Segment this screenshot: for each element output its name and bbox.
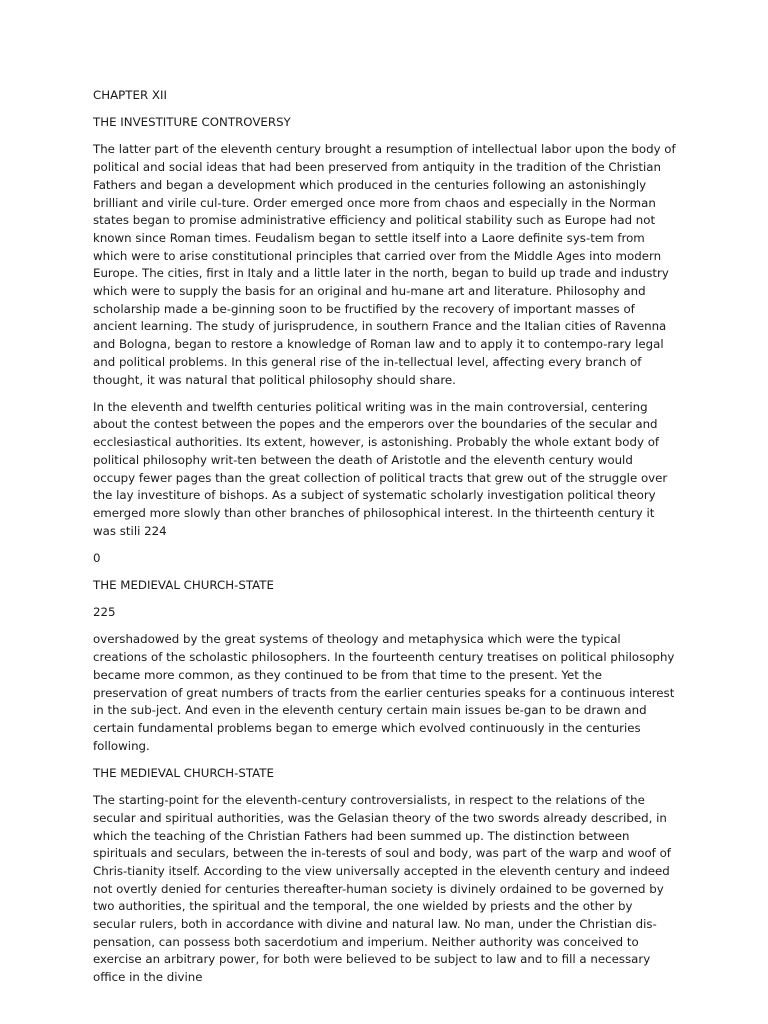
stray-page-marker: 0: [93, 550, 101, 565]
chapter-number: CHAPTER XII: [93, 88, 167, 102]
paragraph-3: overshadowed by the great systems of theology and metaphysica which were the typical creations of the scholastic philosophers. In the fourteenth century treatises on political philosophy became more common, as they continued to be from that time to the present. Yet the preservation of great numbers of tracts from the earlier centuries speaks for a continuous interest in the sub-ject. And even in the eleventh century certain main issues be-gan to be drawn and certain fundamental problems began to emerge which evolved continuously in the centuries following.: [93, 632, 675, 753]
document-page: [93, 87, 677, 996]
chapter-title: THE INVESTITURE CONTROVERSY: [93, 115, 291, 130]
section-heading: THE MEDIEVAL CHURCH-STATE: [93, 765, 274, 780]
paragraph-4: The starting-point for the eleventh-century controversialists, in respect to the relations of the secular and spiritual authorities, was the Gelasian theory of the two swords already described, in which the teaching of the Christian Fathers had been summed up. The distinction between spirituals and seculars, between the in-terests of soul and body, was part of the warp and woof of Chris-tianity itself. According to the view universally accepted in the eleventh century and indeed not overtly denied for centuries thereafter-human society is divinely ordained to be governed by two authorities, the spiritual and the temporal, the one wielded by priests and the other by secular rulers, both in accordance with divine and natural law. No man, under the Christian dis-pensation, can possess both sacerdotium and imperium. Neither authority was conceived to exercise an arbitrary power, for both were believed to be subject to law and to fill a necessary office in the divine: [93, 793, 671, 985]
paragraph-2: In the eleventh and twelfth centuries political writing was in the main controversial, centering about the contest between the popes and the emperors over the boundaries of the secular and ecclesiastical authorities. Its extent, however, is astonishing. Probably the whole extant body of political philosophy writ-ten between the death of Aristotle and the eleventh century would occupy fewer pages than the great collection of political tracts that grew out of the struggle over the lay investiture of bishops. As a subject of systematic scholarly investigation political theory emerged more slowly than other branches of philosophical interest. In the thirteenth century it was stili 224: [93, 399, 668, 538]
page-number: 225: [93, 605, 116, 620]
paragraph-1: The latter part of the eleventh century brought a resumption of intellectual labor upon the body of political and social ideas that had been preserved from antiquity in the tradition of the Christian Fathers and began a development which produced in the centuries following an astonishingly brilliant and virile cul-ture. Order emerged once more from chaos and especially in the Norman states began to promise administrative efficiency and political stability such as Europe had not known since Roman times. Feudalism began to settle itself into a Laore definite sys-tem from which were to arise constitutional principles that carried over from the Middle Ages into modern Europe. The cities, first in Italy and a little later in the north, began to build up trade and industry which were to supply the basis for an original and hu-mane art and literature. Philosophy and scholarship made a be-ginning soon to be fructified by the recovery of important masses of ancient learning. The study of jurisprudence, in southern France and the Italian cities of Ravenna and Bologna, began to restore a knowledge of Roman law and to apply it to contempo-rary legal and political problems. In this general rise of the in-tellectual level, affecting every branch of thought, it was natural that political philosophy should share.: [93, 142, 676, 387]
running-header: THE MEDIEVAL CHURCH-STATE: [93, 578, 274, 593]
